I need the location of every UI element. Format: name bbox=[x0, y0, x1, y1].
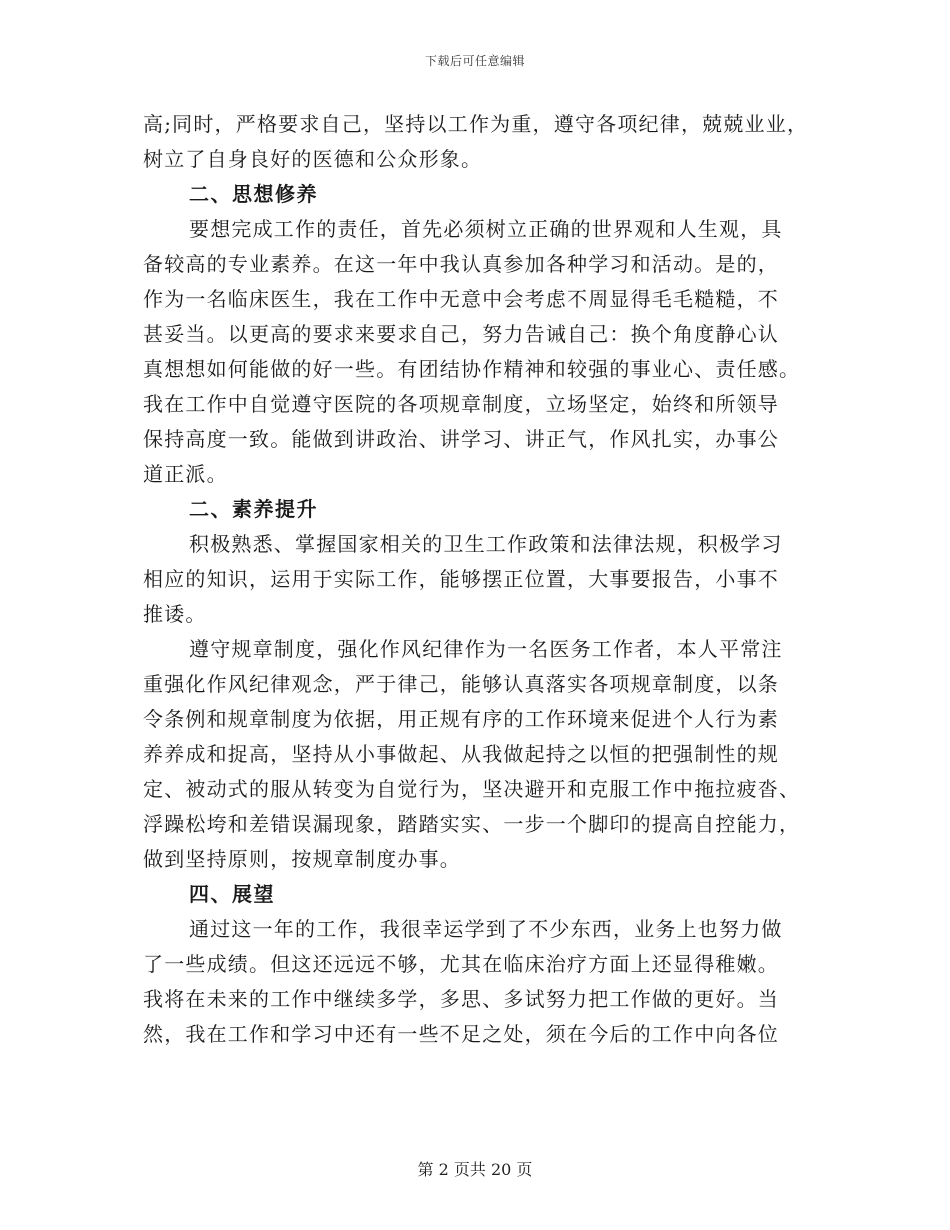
paragraph-line: 我将在未来的工作中继续多学，多思、多试努力把工作做的更好。当 bbox=[143, 987, 779, 1011]
paragraph-line: 备较高的专业素养。在这一年中我认真参加各种学习和活动。是的， bbox=[143, 252, 779, 276]
section-heading: 二、素养提升 bbox=[189, 497, 318, 521]
paragraph-line: 相应的知识，运用于实际工作，能够摆正位置，大事要报告，小事不 bbox=[143, 567, 779, 591]
paragraph-line: 道正派。 bbox=[143, 462, 228, 486]
paragraph-line: 通过这一年的工作，我很幸运学到了不少东西，业务上也努力做 bbox=[189, 917, 783, 941]
paragraph-line: 然，我在工作和学习中还有一些不足之处，须在今后的工作中向各位 bbox=[143, 1022, 779, 1046]
paragraph-line: 做到坚持原则，按规章制度办事。 bbox=[143, 847, 461, 871]
section-heading: 二、思想修养 bbox=[189, 182, 318, 206]
paragraph-line: 定、被动式的服从转变为自觉行为，坚决避开和克服工作中拖拉疲沓、 bbox=[143, 777, 801, 801]
paragraph-line: 遵守规章制度，强化作风纪律作为一名医务工作者，本人平常注 bbox=[189, 637, 783, 661]
page-footer: 第 2 页共 20 页 bbox=[417, 1160, 533, 1179]
paragraph-line: 要想完成工作的责任，首先必须树立正确的世界观和人生观，具 bbox=[189, 217, 783, 241]
paragraph-line: 我在工作中自觉遵守医院的各项规章制度，立场坚定，始终和所领导 bbox=[143, 392, 779, 416]
paragraph-line: 甚妥当。以更高的要求来要求自己，努力告诫自己：换个角度静心认 bbox=[143, 322, 779, 346]
paragraph-line: 浮躁松垮和差错误漏现象，踏踏实实、一步一个脚印的提高自控能力， bbox=[143, 812, 801, 836]
paragraph-line: 作为一名临床医生，我在工作中无意中会考虑不周显得毛毛糙糙，不 bbox=[143, 287, 779, 311]
section-heading: 四、展望 bbox=[189, 882, 275, 906]
document-body bbox=[143, 107, 815, 1052]
paragraph-line: 重强化作风纪律观念，严于律己，能够认真落实各项规章制度，以条 bbox=[143, 672, 779, 696]
paragraph-line: 保持高度一致。能做到讲政治、讲学习、讲正气，作风扎实，办事公 bbox=[143, 427, 779, 451]
paragraph-line: 令条例和规章制度为依据，用正规有序的工作环境来促进个人行为素 bbox=[143, 707, 779, 731]
paragraph-line: 了一些成绩。但这还远远不够，尤其在临床治疗方面上还显得稚嫩。 bbox=[143, 952, 779, 976]
paragraph-line: 树立了自身良好的医德和公众形象。 bbox=[143, 147, 483, 171]
paragraph-line: 推诿。 bbox=[143, 602, 207, 626]
paragraph-line: 积极熟悉、掌握国家相关的卫生工作政策和法律法规，积极学习 bbox=[189, 532, 783, 556]
paragraph-line: 高;同时，严格要求自己，坚持以工作为重，遵守各项纪律，兢兢业业， bbox=[143, 112, 809, 136]
paragraph-line: 真想想如何能做的好一些。有团结协作精神和较强的事业心、责任感。 bbox=[143, 357, 801, 381]
page-header: 下载后可任意编辑 bbox=[424, 54, 525, 68]
paragraph-line: 养养成和捉高，坚持从小事做起、从我做起持之以恒的把强制性的规 bbox=[143, 742, 779, 766]
